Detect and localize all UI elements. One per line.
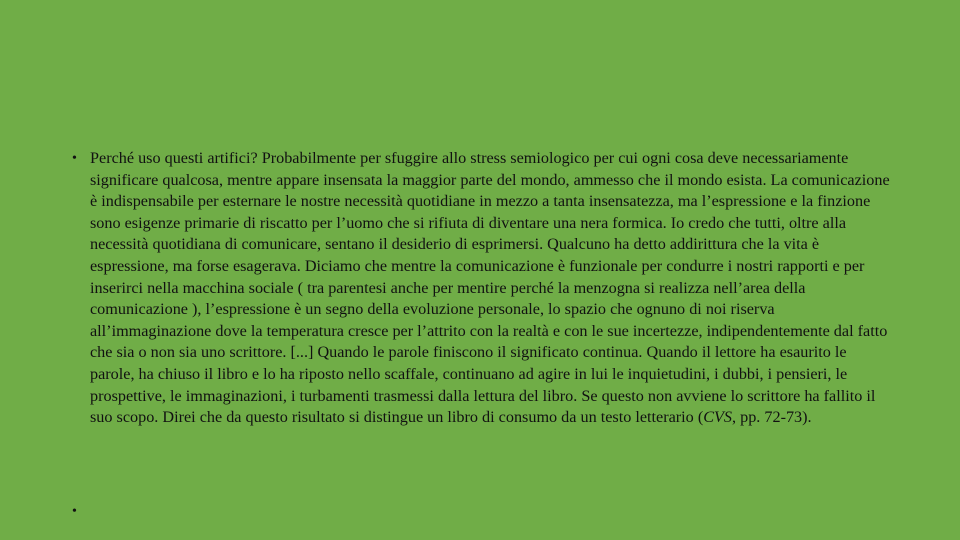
quote-citation-pages: , pp. 72-73). xyxy=(732,408,812,427)
bullet-list xyxy=(72,148,892,429)
quote-text-main: Perché uso questi artifici? Probabilmente per sfuggire allo stress semiologico per cui ogni cosa deve necessariamente significare qualcosa, mentre appare insensata la maggior parte del mondo, ammesso che il mondo esista. La comunicazione è indispensabile per esternare le nostre necessità quotidiane in mezzo a tanta insensatezza, ma l’espressione e la finzione sono esigenze primarie di riscatto per l’uomo che si rifiuta di diventare una nera formica. Io credo che tutti, oltre alla necessità quotidiana di comunicare, sentano il desiderio di esprimersi. Qualcuno ha detto addirittura che la vita è espressione, ma forse esagerava. Diciamo che mentre la comunicazione è funzionale per condurre i nostri rapporti e per inserirci nella macchina sociale ( tra parentesi anche per mentire perché la menzogna si realizza nell’area della comunicazione ), l’espressione è un segno della evoluzione personale, lo spazio che ognuno di noi riserva all’immaginazione dove la temperatura cresce per l’attrito con la realtà e con le sue incertezze, indipendentemente dal fatto che sia o non sia uno scrittore. [...] Quando le parole finiscono il significato continua. Quando il lettore ha esaurito le parole, ha chiuso il libro e lo ha riposto nello scaffale, continuano ad agire in lui le inquietudini, i dubbi, i pensieri, le prospettive, le immaginazioni, i turbamenti trasmessi dalla lettura del libro. Se questo non avviene lo scrittore ha fallito il suo scopo. Direi che da questo risultato si distingue un libro di consumo da un testo letterario ( xyxy=(90,149,890,427)
bullet-marker: • xyxy=(72,151,77,166)
quote-text xyxy=(90,149,890,426)
quote-bullet-item xyxy=(72,148,892,429)
empty-bullet-marker: • xyxy=(72,504,77,519)
quote-source-abbrev: CVS xyxy=(703,408,732,427)
